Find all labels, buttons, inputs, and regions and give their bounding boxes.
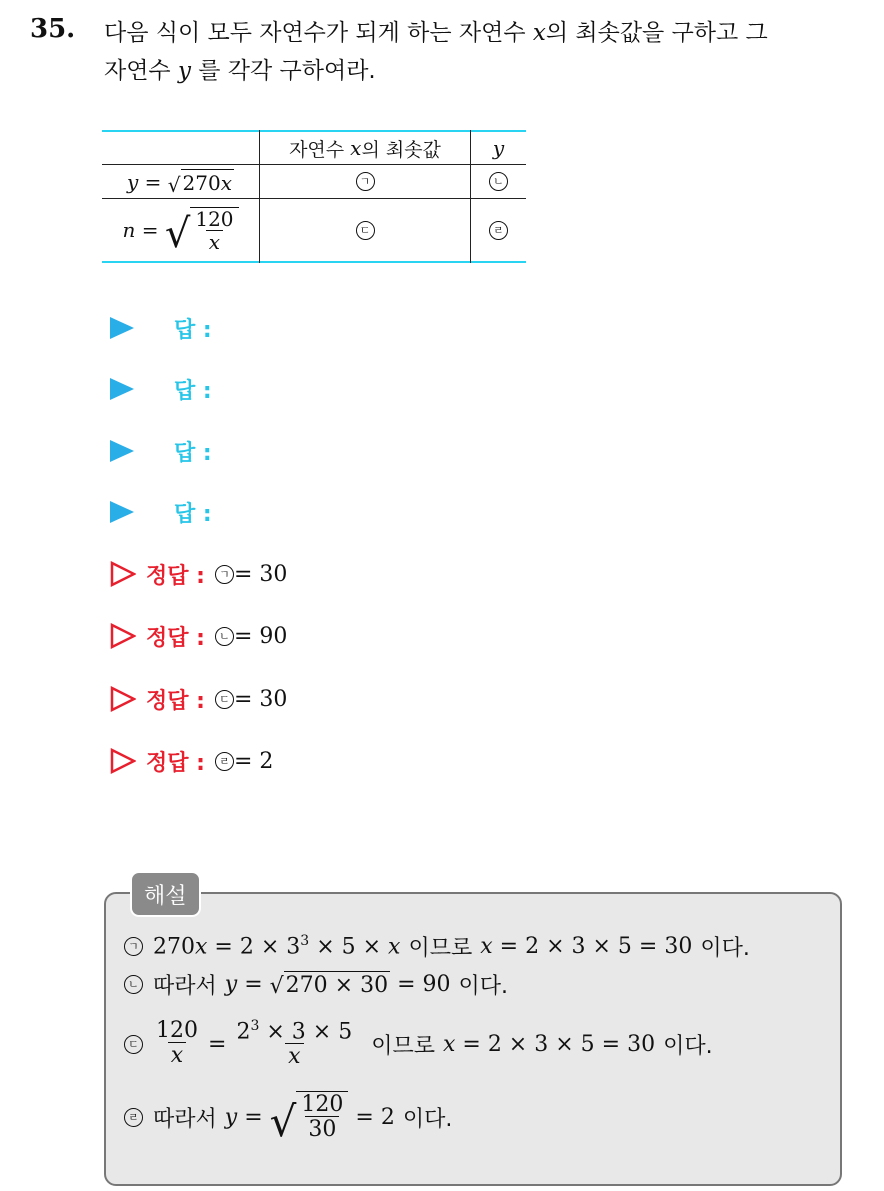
sqrt-symbol: √ $\frac{120}{x}$ [165, 207, 239, 254]
outline-triangle-icon [110, 623, 136, 649]
outline-triangle-icon [110, 686, 136, 712]
sqrt-symbol: √ $\frac{120}{30}$ [270, 1091, 349, 1142]
solution-line-1: ㄱ $270x = 2 \times 3^3 \times 5 \times x$ 이므로 x = 2 × 3 × 5 = 30 이다. [124, 928, 750, 964]
question-text [104, 14, 874, 90]
solution-line-3: ㄷ $\frac{120}{x}$ = $\frac{2^3 \times 3 \times 5}{x}$ 이므로 x = 2 × 3 × 5 = 30 이다. [124, 1012, 713, 1076]
solution-tag: 해설 [130, 871, 201, 917]
table-row2-col2: ㄷ [260, 199, 470, 261]
table-header-min-x: 자연수 x 의 최솟값 [289, 136, 441, 161]
table-row2-col3: ㄹ [471, 199, 526, 261]
correct-answer-row: 정답 : ㄴ = 90 [110, 619, 287, 653]
answer-row[interactable]: 답 : [110, 374, 212, 404]
sqrt-symbol: √ 270 × 30 [269, 972, 389, 999]
question-line-2: 자연수 y 를 각각 구하여라. [104, 58, 376, 84]
table-row1-col2: ㄱ [260, 165, 470, 198]
table-row2-expression: n = √ $\frac{120}{x}$ [102, 199, 259, 261]
sqrt-symbol: √ 270 x [167, 170, 232, 197]
correct-answer-row: 정답 : ㄹ = 2 [110, 744, 273, 778]
table-bottom-rule [102, 261, 526, 263]
answer-row[interactable]: 답 : [110, 497, 212, 527]
solution-line-4: ㄹ 따라서 y = √ $\frac{120}{30}$ = 2 이다. [124, 1084, 452, 1150]
outline-triangle-icon [110, 561, 136, 587]
answer-row[interactable]: 답 : [110, 436, 212, 466]
correct-answer-row: 정답 : ㄷ = 30 [110, 682, 287, 716]
play-triangle-icon [110, 317, 134, 339]
play-triangle-icon [110, 440, 134, 462]
answer-row[interactable]: 답 : [110, 313, 212, 343]
play-triangle-icon [110, 501, 134, 523]
outline-triangle-icon [110, 748, 136, 774]
question-line-1: 다음 식이 모두 자연수가 되게 하는 자연수 x의 최솟값을 구하고 그 [104, 20, 768, 46]
table-header-y: y [492, 136, 505, 160]
play-triangle-icon [110, 378, 134, 400]
correct-answer-row: 정답 : ㄱ = 30 [110, 557, 287, 591]
table-row1-expression: y = √ 270 x [126, 169, 232, 197]
question-number: 35. [30, 14, 76, 44]
table-row1-col3: ㄴ [471, 165, 526, 198]
solution-line-2: ㄴ 따라서 y = √ 270 × 30 = 90 이다. [124, 966, 508, 1002]
